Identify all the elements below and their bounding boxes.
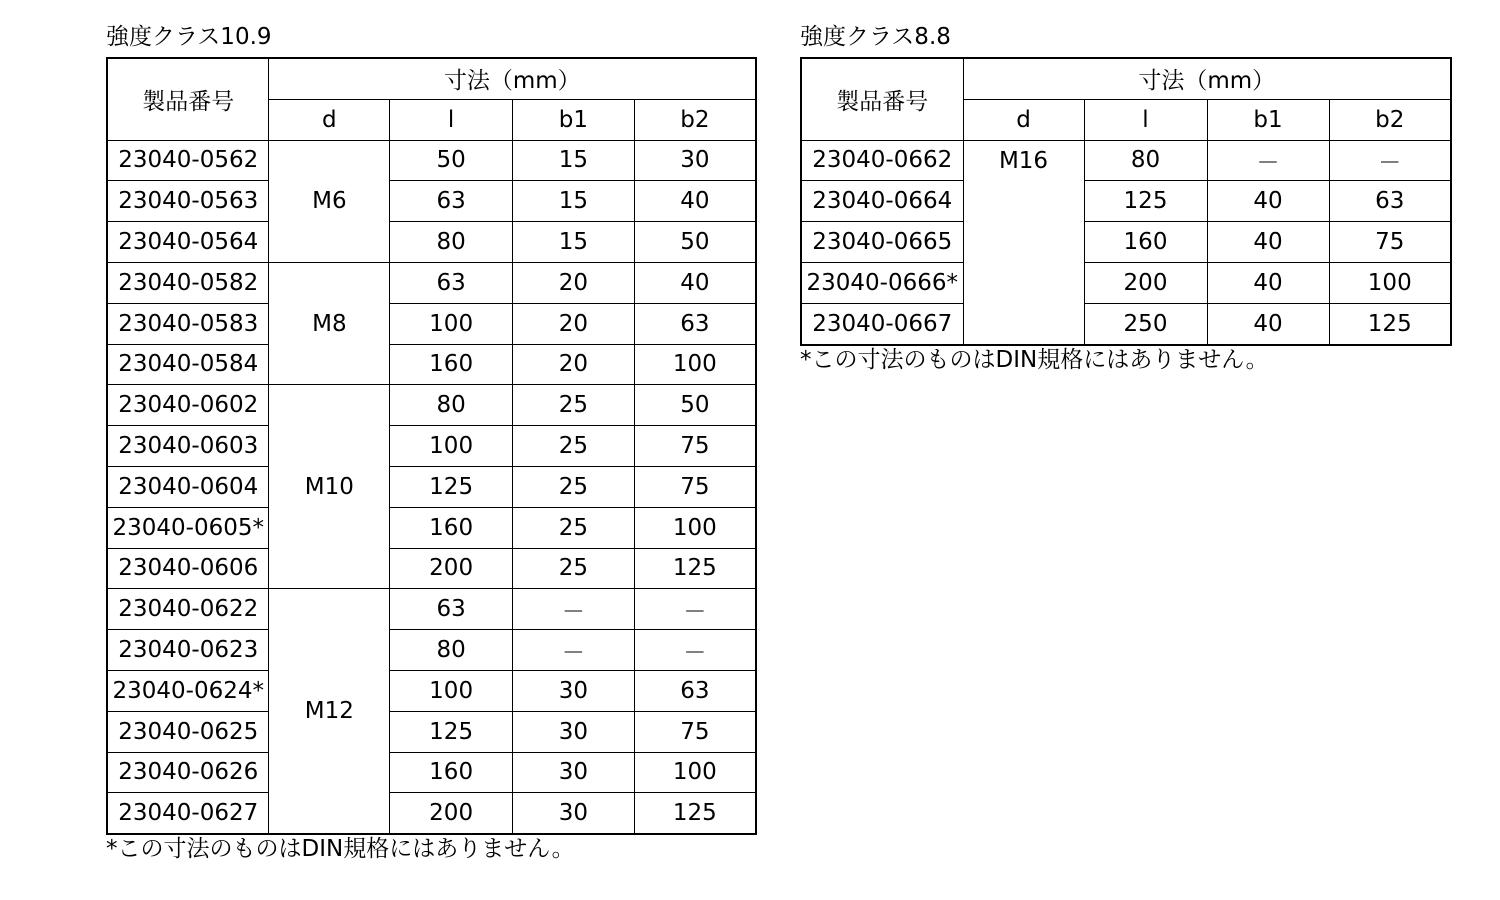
table-row	[801, 140, 1451, 181]
table-row	[107, 752, 756, 793]
cell-b2: 125	[634, 548, 756, 589]
cell-b2: 125	[1329, 303, 1451, 344]
cell-product-no: 23040-0664	[801, 181, 963, 222]
spec-table	[106, 57, 757, 835]
cell-d	[963, 262, 1084, 303]
cell-b1: －	[513, 589, 635, 630]
cell-b2: 100	[1329, 262, 1451, 303]
cell-l: 160	[390, 344, 513, 385]
table-row	[107, 385, 756, 426]
cell-product-no: 23040-0625	[107, 711, 269, 752]
table-row	[107, 262, 756, 303]
table-row	[107, 589, 756, 630]
header-product-no: 製品番号	[801, 58, 963, 140]
header-b1: b1	[513, 99, 635, 140]
cell-l: 63	[390, 181, 513, 222]
cell-b1: 20	[513, 262, 635, 303]
cell-d	[963, 303, 1084, 344]
header-l: l	[390, 99, 513, 140]
cell-b2: 40	[634, 262, 756, 303]
header-dimension: 寸法（mm）	[269, 58, 756, 99]
cell-b2: 75	[634, 426, 756, 467]
table-title: 強度クラス10.9	[106, 24, 272, 50]
cell-b2: 63	[634, 670, 756, 711]
cell-b1: －	[1207, 140, 1329, 181]
header-b2: b2	[634, 99, 756, 140]
header-product-no: 製品番号	[107, 58, 269, 140]
cell-b1: 40	[1207, 222, 1329, 263]
cell-b2: 40	[634, 181, 756, 222]
cell-b2: 63	[1329, 181, 1451, 222]
cell-product-no: 23040-0582	[107, 262, 269, 303]
header-d: d	[269, 99, 390, 140]
cell-product-no: 23040-0604	[107, 466, 269, 507]
cell-b1: 40	[1207, 303, 1329, 344]
table-row	[801, 262, 1451, 303]
table-row	[107, 344, 756, 385]
header-dimension: 寸法（mm）	[963, 58, 1451, 99]
cell-b2: －	[634, 589, 756, 630]
table-row	[107, 181, 756, 222]
cell-b2: 100	[634, 507, 756, 548]
cell-product-no: 23040-0606	[107, 548, 269, 589]
cell-l: 100	[390, 303, 513, 344]
cell-b2: 50	[634, 222, 756, 263]
cell-d: M16	[963, 140, 1084, 181]
cell-b1: 20	[513, 303, 635, 344]
cell-b2: －	[634, 630, 756, 671]
footnote: *この寸法のものはDIN規格にはありません。	[106, 836, 575, 862]
cell-l: 160	[390, 752, 513, 793]
cell-b1: 30	[513, 752, 635, 793]
table-row	[107, 426, 756, 467]
table-row	[107, 711, 756, 752]
spec-table	[800, 57, 1452, 346]
cell-b1: 30	[513, 670, 635, 711]
header-d: d	[963, 99, 1084, 140]
cell-l: 80	[1084, 140, 1207, 181]
cell-b1: 15	[513, 140, 635, 181]
cell-b1: 30	[513, 793, 635, 834]
cell-b1: 40	[1207, 262, 1329, 303]
cell-l: 160	[1084, 222, 1207, 263]
cell-b1: 25	[513, 548, 635, 589]
cell-product-no: 23040-0627	[107, 793, 269, 834]
cell-l: 125	[390, 466, 513, 507]
cell-product-no: 23040-0665	[801, 222, 963, 263]
cell-l: 80	[390, 630, 513, 671]
table-row	[107, 793, 756, 834]
cell-b2: 125	[634, 793, 756, 834]
table-row	[107, 466, 756, 507]
cell-product-no: 23040-0583	[107, 303, 269, 344]
table-row	[107, 630, 756, 671]
cell-b1: 15	[513, 181, 635, 222]
cell-b2: 30	[634, 140, 756, 181]
cell-l: 200	[390, 793, 513, 834]
table-row	[107, 507, 756, 548]
cell-b1: －	[513, 630, 635, 671]
table-title: 強度クラス8.8	[800, 24, 951, 50]
cell-product-no: 23040-0626	[107, 752, 269, 793]
cell-b1: 40	[1207, 181, 1329, 222]
table-row	[801, 222, 1451, 263]
cell-d: M6	[269, 140, 390, 262]
cell-l: 63	[390, 262, 513, 303]
header-l: l	[1084, 99, 1207, 140]
table-row	[107, 140, 756, 181]
table-row	[107, 548, 756, 589]
cell-product-no: 23040-0666*	[801, 262, 963, 303]
cell-product-no: 23040-0667	[801, 303, 963, 344]
cell-product-no: 23040-0562	[107, 140, 269, 181]
cell-product-no: 23040-0605*	[107, 507, 269, 548]
cell-d: M8	[269, 262, 390, 384]
cell-l: 160	[390, 507, 513, 548]
header-b2: b2	[1329, 99, 1451, 140]
cell-b1: 30	[513, 711, 635, 752]
cell-l: 80	[390, 385, 513, 426]
cell-b2: 50	[634, 385, 756, 426]
cell-b2: 100	[634, 344, 756, 385]
cell-b2: 63	[634, 303, 756, 344]
table-row	[107, 303, 756, 344]
cell-b1: 20	[513, 344, 635, 385]
cell-l: 125	[1084, 181, 1207, 222]
table-row	[801, 303, 1451, 344]
cell-b2: 75	[634, 466, 756, 507]
cell-d: M10	[269, 385, 390, 589]
cell-product-no: 23040-0662	[801, 140, 963, 181]
cell-product-no: 23040-0564	[107, 222, 269, 263]
cell-product-no: 23040-0622	[107, 589, 269, 630]
cell-d: M12	[269, 589, 390, 834]
cell-b2: 75	[634, 711, 756, 752]
cell-b2: 75	[1329, 222, 1451, 263]
cell-l: 200	[1084, 262, 1207, 303]
cell-b1: 25	[513, 385, 635, 426]
cell-l: 63	[390, 589, 513, 630]
cell-b1: 25	[513, 507, 635, 548]
table-row	[801, 181, 1451, 222]
cell-product-no: 23040-0602	[107, 385, 269, 426]
cell-d	[963, 181, 1084, 222]
cell-product-no: 23040-0624*	[107, 670, 269, 711]
cell-b1: 25	[513, 466, 635, 507]
cell-l: 50	[390, 140, 513, 181]
cell-b1: 15	[513, 222, 635, 263]
cell-product-no: 23040-0603	[107, 426, 269, 467]
cell-product-no: 23040-0623	[107, 630, 269, 671]
cell-product-no: 23040-0584	[107, 344, 269, 385]
cell-b2: 100	[634, 752, 756, 793]
cell-b1: 25	[513, 426, 635, 467]
table-row	[107, 670, 756, 711]
cell-l: 100	[390, 670, 513, 711]
cell-d	[963, 222, 1084, 263]
table-row	[107, 222, 756, 263]
cell-product-no: 23040-0563	[107, 181, 269, 222]
cell-l: 200	[390, 548, 513, 589]
cell-l: 80	[390, 222, 513, 263]
cell-l: 250	[1084, 303, 1207, 344]
cell-b2: －	[1329, 140, 1451, 181]
header-b1: b1	[1207, 99, 1329, 140]
cell-l: 100	[390, 426, 513, 467]
cell-l: 125	[390, 711, 513, 752]
footnote: *この寸法のものはDIN規格にはありません。	[800, 347, 1269, 373]
